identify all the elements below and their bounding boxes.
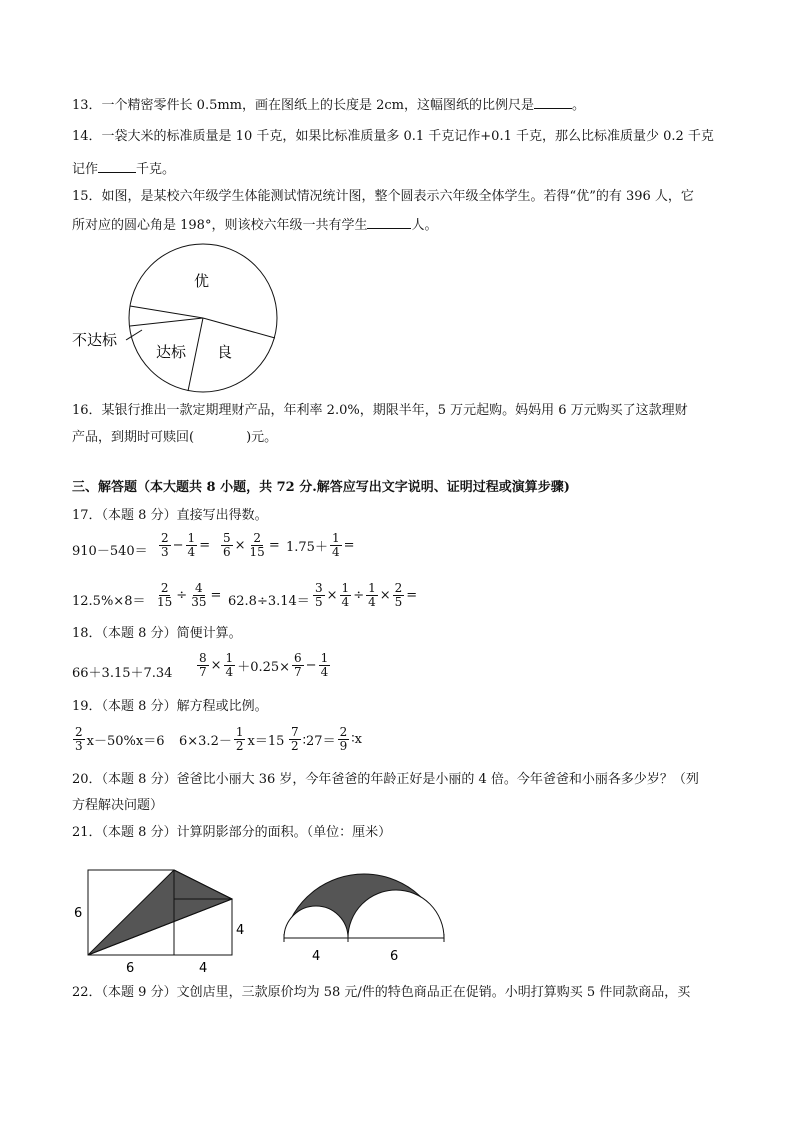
pie-chart-figure (60, 240, 300, 400)
q13-end: 。 (572, 98, 586, 113)
q19-expr-2: 6×3.2－ $\frac{1}{2}$ x＝15 (179, 725, 285, 753)
answer-blank[interactable] (534, 94, 572, 109)
question-22-line1: 22．（本题 9 分）文创店里，三款原价均为 58 元/件的特色商品正在促销。小明打算购买 5 件同款商品，买 (72, 985, 691, 1000)
q18-expr-1: 66＋3.15＋7.34 (72, 666, 173, 681)
q19-expr-1: $\frac{2}{3}$ x－50%x＝6 (75, 725, 165, 753)
question-15-line1: 15．如图，是某校六年级学生体能测试情况统计图，整个圆表示六年级全体学生。若得“优”的有 396 人，它 (72, 189, 694, 204)
q17-expr-6: $\frac{2}{15}$ ÷ $\frac{4}{35}$ = (157, 581, 222, 609)
question-17-title: 17．（本题 8 分）直接写出得数。 (72, 508, 268, 523)
q17-expr-5: 12.5%×8＝ (72, 594, 146, 609)
shaded-triangle (88, 870, 232, 955)
q17-expr-1: 910－540＝ (72, 544, 148, 559)
pie-label-you: 优 (194, 272, 210, 290)
question-20-line2: 方程解决问题） (72, 798, 164, 813)
q15-prefix: 所对应的圆心角是 198°，则该校六年级一共有学生 (72, 218, 368, 233)
label-bottom-6: 6 (126, 961, 135, 976)
figure-semicircles (276, 858, 456, 970)
label-bottom-4: 4 (199, 961, 208, 976)
question-14-line1: 14．一袋大米的标准质量是 10 千克，如果比标准质量多 0.1 千克记作+0.1 千克，那么比标准质量少 0.2 千克 (72, 129, 714, 144)
q14-prefix: 记作 (72, 162, 99, 177)
section-heading: 三、解答题（本大题共 8 小题，共 72 分.解答应写出文字说明、证明过程或演算步骤) (72, 480, 570, 495)
label-diameter-6: 6 (390, 949, 399, 964)
question-16-line1: 16．某银行推出一款定期理财产品，年利率 2.0%，期限半年，5 万元起购。妈妈用 6 万元购买了这款理财 (72, 403, 688, 418)
q15-suffix: 人。 (411, 218, 438, 233)
q17-expr-8: $\frac{3}{5}$ × $\frac{1}{4}$ ÷ $\frac{1}{4}$ × $\frac{2}{5}$ = (315, 581, 418, 609)
q17-expr-2: $\frac{2}{3}$ − $\frac{1}{4}$ = (161, 531, 211, 559)
question-21-title: 21．（本题 8 分）计算阴影部分的面积。（单位：厘米） (72, 825, 392, 840)
pie-label-budabiao: 不达标 (72, 331, 118, 349)
q14-suffix: 千克。 (136, 162, 176, 177)
question-20-line1: 20．（本题 8 分）爸爸比小丽大 36 岁，今年爸爸的年龄正好是小丽的 4 倍。今年爸爸和小丽各多少岁？（列 (72, 772, 699, 787)
answer-blank[interactable] (367, 214, 411, 229)
label-side-4: 4 (236, 923, 245, 938)
label-diameter-4: 4 (312, 949, 321, 964)
q19-expr-3: $\frac{7}{2}$ ∶27＝ $\frac{2}{9}$ ∶x (291, 725, 362, 753)
question-19-title: 19．（本题 8 分）解方程或比例。 (72, 699, 268, 714)
answer-blank[interactable] (98, 158, 136, 173)
q17-expr-7: 62.8÷3.14＝ (228, 594, 310, 609)
question-15-line2 (72, 214, 437, 236)
q17-expr-3: $\frac{5}{6}$ × $\frac{2}{15}$ = (223, 531, 280, 559)
pie-label-dabiao: 达标 (156, 343, 187, 361)
pie-label-liang: 良 (217, 343, 233, 361)
question-18-title: 18．（本题 8 分）简便计算。 (72, 626, 242, 641)
figure-rectangles (68, 862, 258, 978)
q18-expr-2: $\frac{8}{7}$ × $\frac{1}{4}$ ＋0.25× $\frac{6}{7}$ − $\frac{1}{4}$ (199, 651, 329, 679)
q17-expr-4: 1.75＋ $\frac{1}{4}$ = (286, 531, 355, 559)
label-side-6: 6 (74, 906, 83, 921)
q13-text: 13．一个精密零件长 0.5mm，画在图纸上的长度是 2cm，这幅图纸的比例尺是 (72, 98, 535, 113)
question-16-line2: 产品，到期时可赎回( )元。 (72, 430, 278, 445)
question-14-line2 (72, 158, 175, 180)
question-13 (72, 94, 585, 116)
